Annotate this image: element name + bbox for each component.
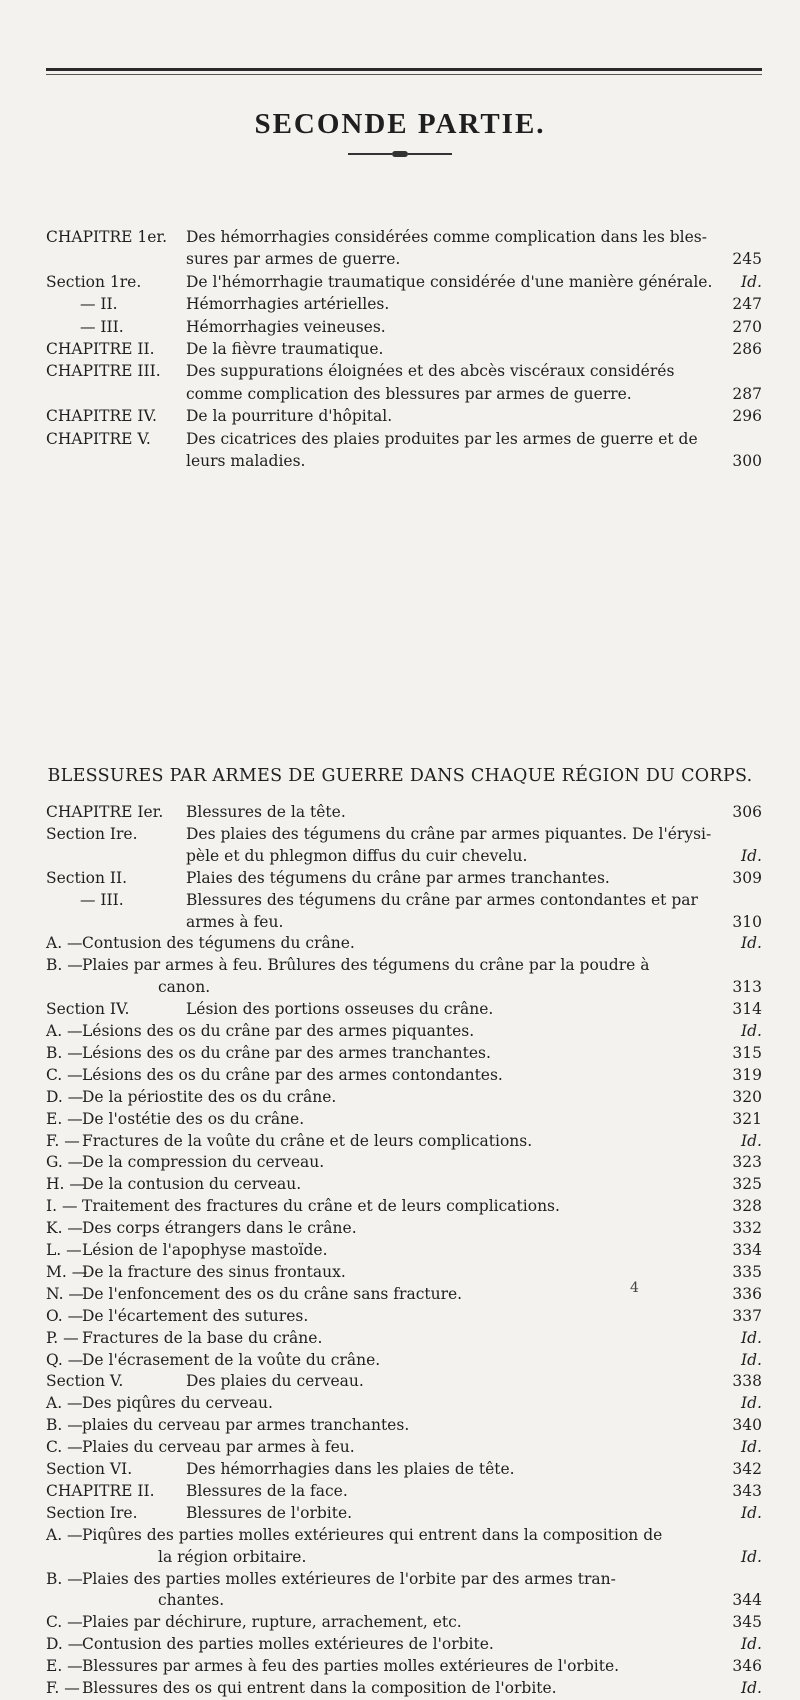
toc-entry-label: — III.: [80, 890, 124, 909]
toc-entry-text: De la contusion du cerveau.: [82, 1175, 302, 1194]
toc-entry-page: 323: [732, 1153, 762, 1172]
toc-entry-label: CHAPITRE II.: [46, 340, 155, 358]
toc-entry: [46, 270, 762, 294]
toc-entry: [46, 931, 762, 955]
toc-entry: [46, 404, 762, 428]
page-mark: 4: [630, 1280, 639, 1296]
toc-entry-text: Piqûres des parties molles extérieures qui entrent dans la composition de: [82, 1525, 663, 1544]
toc-entry-page: 320: [732, 1087, 762, 1106]
toc-entry: [46, 910, 762, 934]
toc-entry: [46, 337, 762, 361]
toc-entry-page: Id.: [741, 1394, 762, 1413]
toc-entry-label: A. —: [46, 1394, 83, 1413]
toc-entry: [46, 800, 762, 824]
toc-entry: [46, 1172, 762, 1196]
toc-entry-page: 310: [732, 912, 762, 931]
toc-entry-page: Id.: [741, 272, 762, 291]
toc-entry-label: C. —: [46, 1438, 83, 1457]
toc-entry-page: 245: [732, 250, 762, 269]
toc-entry-text: Blessures des os qui entrent dans la composition de l'orbite.: [82, 1679, 557, 1697]
toc-entry: [46, 953, 762, 977]
toc-entry-text: Plaies du cerveau par armes à feu.: [82, 1438, 355, 1457]
toc-entry-text: armes à feu.: [186, 912, 284, 931]
toc-entry-page: 321: [732, 1109, 762, 1128]
toc-entry-page: 332: [732, 1219, 762, 1238]
toc-entry-label: C. —: [46, 1613, 83, 1632]
toc-entry-text: De la périostite des os du crâne.: [82, 1087, 337, 1106]
toc-entry-page: 309: [732, 868, 762, 887]
toc-entry: [46, 1501, 762, 1525]
toc-entry: [46, 1282, 762, 1306]
section-heading: BLESSURES PAR ARMES DE GUERRE DANS CHAQUE RÉGION DU CORPS.: [47, 766, 753, 786]
toc-entry: [46, 1567, 762, 1591]
toc-entry-page: 343: [732, 1481, 762, 1500]
toc-entry-label: CHAPITRE V.: [46, 429, 151, 448]
toc-entry-page: 296: [732, 407, 762, 426]
toc-entry: [46, 1369, 762, 1393]
toc-entry-label: M. —: [46, 1262, 88, 1281]
toc-entry-page: Id.: [741, 846, 762, 865]
toc-entry: [46, 1260, 762, 1284]
toc-entry-page: 338: [732, 1372, 762, 1391]
toc-entry-page: 325: [732, 1175, 762, 1194]
toc-entry-label: D. —: [46, 1635, 84, 1654]
toc-entry-label: E. —: [46, 1657, 83, 1676]
toc-entry-text: chantes.: [158, 1591, 225, 1610]
toc-entry-text: Des corps étrangers dans le crâne.: [82, 1219, 357, 1238]
toc-entry-text: Blessures de l'orbite.: [186, 1503, 353, 1522]
toc-entry-page: 334: [732, 1241, 762, 1259]
toc-entry-page: 287: [732, 384, 762, 403]
toc-entry-label: F. —: [46, 1131, 80, 1150]
toc-entry: [46, 359, 762, 383]
toc-entry-text: De la fracture des sinus frontaux.: [82, 1262, 346, 1281]
toc-entry-page: 340: [732, 1416, 762, 1435]
toc-entry: [46, 888, 762, 912]
toc-entry-text: Blessures des tégumens du crâne par armes contondantes et par: [186, 890, 698, 909]
toc-entry-text: Lésion des portions osseuses du crâne.: [186, 1000, 494, 1019]
toc-entry: [46, 1216, 762, 1240]
toc-entry-text: Blessures par armes à feu des parties molles extérieures de l'orbite.: [82, 1657, 620, 1676]
toc-entry-page: 306: [732, 803, 762, 821]
toc-entry-text: Traitement des fractures du crâne et de leurs complications.: [82, 1197, 560, 1216]
toc-entry-label: A. —: [46, 1022, 83, 1040]
toc-entry: [46, 1194, 762, 1218]
toc-entry: [46, 315, 762, 339]
toc-entry-text: Des plaies des tégumens du crâne par armes piquantes. De l'érysi-: [186, 824, 712, 843]
toc-entry-page: 337: [732, 1306, 762, 1325]
toc-entry-page: 342: [732, 1460, 762, 1478]
toc-entry-page: 346: [732, 1657, 762, 1676]
toc-entry-page: Id.: [741, 934, 762, 953]
toc-entry: [46, 1479, 762, 1503]
toc-entry-label: CHAPITRE 1er.: [46, 228, 168, 246]
toc-entry: [46, 1523, 762, 1547]
toc-entry-text: De l'écartement des sutures.: [82, 1306, 309, 1325]
toc-entry-text: Plaies des parties molles extérieures de l'orbite par des armes tran-: [82, 1569, 616, 1588]
toc-entry: [46, 1304, 762, 1328]
toc-entry: [46, 1632, 762, 1656]
toc-entry-label: O. —: [46, 1306, 84, 1325]
toc-entry-text: Lésions des os du crâne par des armes tranchantes.: [82, 1043, 491, 1062]
toc-entry-label: E. —: [46, 1109, 83, 1128]
toc-entry-text: la région orbitaire.: [158, 1547, 307, 1566]
toc-entry-label: K. —: [46, 1219, 83, 1238]
toc-entry-label: D. —: [46, 1087, 84, 1106]
toc-entry: [46, 1326, 762, 1350]
toc-entry: [46, 1348, 762, 1372]
toc-entry-page: Id.: [741, 1022, 762, 1040]
toc-entry-label: CHAPITRE III.: [46, 362, 161, 381]
toc-entry-label: B. —: [46, 1569, 83, 1588]
toc-entry-text: Des cicatrices des plaies produites par les armes de guerre et de: [186, 429, 698, 448]
toc-entry: [46, 1063, 762, 1087]
toc-entry: [46, 1391, 762, 1415]
toc-entry: [46, 225, 762, 249]
toc-entry-text: Hémorrhagies artérielles.: [186, 295, 390, 314]
toc-entry-label: H. —: [46, 1175, 85, 1194]
toc-entry-page: 315: [732, 1043, 762, 1062]
toc-entry-label: P. —: [46, 1328, 79, 1347]
toc-entry-page: Id.: [741, 1547, 762, 1566]
toc-entry: [46, 1019, 762, 1043]
toc-entry: [46, 1435, 762, 1459]
toc-entry: [46, 1238, 762, 1262]
toc-entry-label: Section VI.: [46, 1460, 133, 1478]
toc-entry: [46, 844, 762, 868]
toc-entry-label: B. —: [46, 1043, 83, 1062]
toc-entry-page: 313: [732, 978, 762, 997]
toc-entry-page: 335: [732, 1262, 762, 1281]
toc-entry-label: C. —: [46, 1065, 83, 1084]
toc-entry: [46, 997, 762, 1021]
toc-entry-page: Id.: [741, 1635, 762, 1654]
toc-entry-text: Lésion de l'apophyse mastoïde.: [82, 1241, 328, 1259]
toc-entry-label: CHAPITRE IV.: [46, 407, 157, 426]
toc-entry-page: 328: [732, 1197, 762, 1216]
toc-entry-label: — II.: [80, 295, 118, 314]
toc-entry-text: Des suppurations éloignées et des abcès viscéraux considérés: [186, 362, 675, 381]
toc-entry: [46, 1085, 762, 1109]
toc-entry-label: A. —: [46, 934, 83, 953]
toc-entry-label: Section 1re.: [46, 272, 142, 291]
toc-entry-label: F. —: [46, 1679, 80, 1697]
toc-entry: [46, 866, 762, 890]
toc-entry-text: De l'enfoncement des os du crâne sans fracture.: [82, 1284, 463, 1303]
toc-entry-label: N. —: [46, 1284, 84, 1303]
toc-entry-text: Blessures de la tête.: [186, 803, 346, 821]
toc-entry-page: Id.: [741, 1679, 762, 1697]
toc-entry-text: Lésions des os du crâne par des armes piquantes.: [82, 1022, 475, 1040]
toc-entry-label: L. —: [46, 1241, 82, 1259]
toc-entry: [46, 1545, 762, 1569]
toc-entry-page: Id.: [741, 1350, 762, 1369]
toc-entry-label: Section V.: [46, 1372, 124, 1391]
part-title: SECONDE PARTIE.: [254, 108, 546, 140]
toc-entry-text: Blessures de la face.: [186, 1481, 348, 1500]
toc-entry-text: Des hémorrhagies dans les plaies de tête.: [186, 1460, 515, 1478]
toc-entry-text: De la fièvre traumatique.: [186, 340, 384, 358]
toc-entry-text: Des piqûres du cerveau.: [82, 1394, 273, 1413]
toc-entry-page: 319: [732, 1065, 762, 1084]
toc-entry-text: Contusion des tégumens du crâne.: [82, 934, 355, 953]
toc-entry-page: Id.: [741, 1328, 762, 1347]
toc-entry-page: 344: [732, 1591, 762, 1610]
toc-entry-text: Plaies des tégumens du crâne par armes tranchantes.: [186, 868, 610, 887]
toc-entry-label: CHAPITRE II.: [46, 1481, 155, 1500]
toc-entry: [46, 247, 762, 271]
toc-entry-text: De l'écrasement de la voûte du crâne.: [82, 1350, 381, 1369]
toc-entry: [46, 1610, 762, 1634]
toc-entry: [46, 1129, 762, 1153]
toc-entry-page: 314: [732, 1000, 762, 1019]
toc-entry-page: 300: [732, 452, 762, 470]
toc-entry-text: Des plaies du cerveau.: [186, 1372, 364, 1391]
toc-entry-label: Section II.: [46, 868, 128, 887]
toc-entry-text: De la compression du cerveau.: [82, 1153, 325, 1172]
toc-entry: [46, 1107, 762, 1131]
toc-entry-text: Plaies par armes à feu. Brûlures des tégumens du crâne par la poudre à: [82, 956, 650, 975]
toc-entry-label: Section Ire.: [46, 1503, 138, 1522]
toc-entry: [46, 1588, 762, 1612]
toc-entry-label: B. —: [46, 956, 83, 975]
toc-entry-page: 286: [732, 340, 762, 358]
toc-entry-label: CHAPITRE Ier.: [46, 803, 164, 821]
toc-entry-label: G. —: [46, 1153, 84, 1172]
toc-entry: [46, 1676, 762, 1700]
toc-entry: [46, 1150, 762, 1174]
toc-entry-label: A. —: [46, 1525, 83, 1544]
toc-entry-label: Section Ire.: [46, 824, 138, 843]
toc-entry-text: leurs maladies.: [186, 452, 306, 470]
toc-entry-text: Contusion des parties molles extérieures de l'orbite.: [82, 1635, 494, 1654]
toc-entry-text: Des hémorrhagies considérées comme complication dans les bles-: [186, 228, 707, 246]
toc-entry: [46, 1654, 762, 1678]
toc-entry-page: Id.: [741, 1503, 762, 1522]
toc-entry-label: Section IV.: [46, 1000, 130, 1019]
toc-entry-label: B. —: [46, 1416, 83, 1435]
toc-entry-text: canon.: [158, 978, 211, 997]
toc-entry-label: I. —: [46, 1197, 78, 1216]
toc-entry-text: pèle et du phlegmon diffus du cuir chevelu.: [186, 846, 528, 865]
toc-entry-text: plaies du cerveau par armes tranchantes.: [82, 1416, 410, 1435]
toc-entry: [46, 1413, 762, 1437]
toc-entry-page: Id.: [741, 1438, 762, 1457]
toc-entry-page: 270: [732, 317, 762, 336]
toc-entry: [46, 382, 762, 406]
toc-entry-page: 345: [732, 1613, 762, 1632]
toc-entry-text: De la pourriture d'hôpital.: [186, 407, 393, 426]
toc-entry-text: De l'hémorrhagie traumatique considérée d'une manière générale.: [186, 272, 713, 291]
toc-entry: [46, 975, 762, 999]
toc-entry-text: De l'ostétie des os du crâne.: [82, 1109, 305, 1128]
toc-entry: [46, 1457, 762, 1481]
toc-entry: [46, 292, 762, 316]
toc-entry-text: Lésions des os du crâne par des armes contondantes.: [82, 1065, 503, 1084]
toc-entry-text: Fractures de la voûte du crâne et de leurs complications.: [82, 1131, 533, 1150]
toc-entry-page: 247: [732, 295, 762, 314]
toc-entry-label: — III.: [80, 317, 124, 336]
toc-entry: [46, 427, 762, 451]
toc-entry-text: sures par armes de guerre.: [186, 250, 401, 269]
toc-entry: [46, 449, 762, 473]
toc-entry-text: Fractures de la base du crâne.: [82, 1328, 323, 1347]
toc-entry: [46, 1041, 762, 1065]
toc-entry-text: comme complication des blessures par armes de guerre.: [186, 384, 632, 403]
toc-entry-page: 336: [732, 1284, 762, 1303]
toc-entry-label: Q. —: [46, 1350, 84, 1369]
toc-entry-page: Id.: [741, 1131, 762, 1150]
toc-entry-text: Hémorrhagies veineuses.: [186, 317, 386, 336]
toc-entry: [46, 822, 762, 846]
toc-entry-text: Plaies par déchirure, rupture, arrachement, etc.: [82, 1613, 462, 1632]
